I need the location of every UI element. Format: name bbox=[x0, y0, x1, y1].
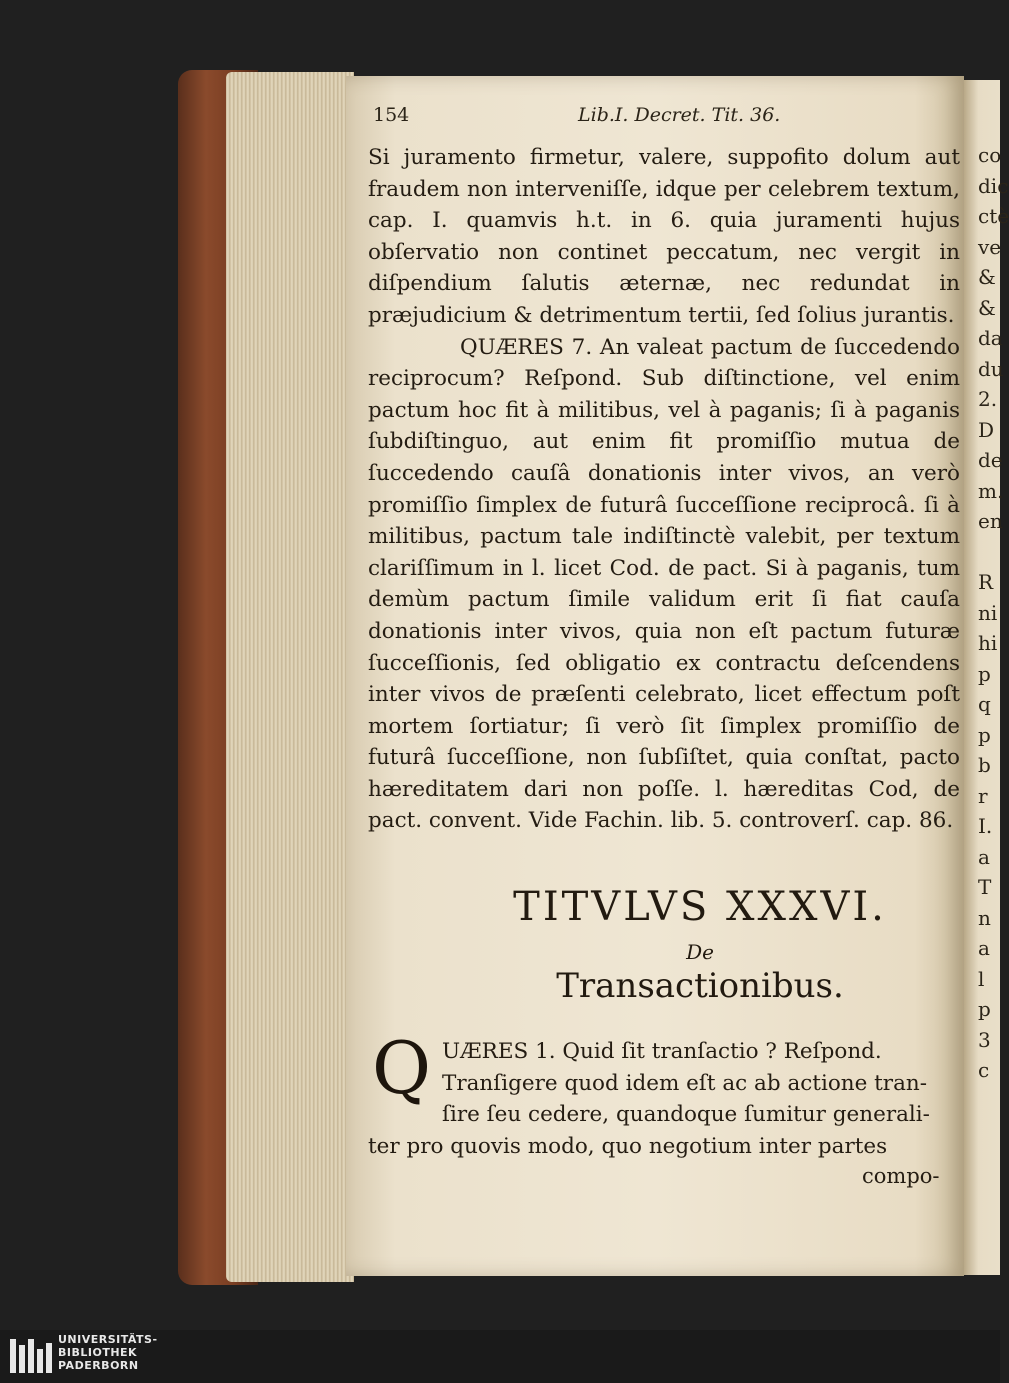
facing-page-line: da bbox=[978, 326, 1003, 350]
text-line: ter pro quovis modo, quo negotium inter partes bbox=[368, 1133, 888, 1159]
facing-page-line: p bbox=[978, 997, 991, 1021]
facing-page-line: b bbox=[978, 753, 991, 777]
facing-page-line: p bbox=[978, 661, 991, 686]
facing-page-line: m. bbox=[978, 478, 1004, 503]
library-logo-icon bbox=[8, 1335, 54, 1377]
section-title: TITVLVS XXXVI. bbox=[513, 884, 887, 930]
facing-page-line: & bbox=[978, 265, 996, 289]
library-name-line: PADERBORN bbox=[58, 1359, 139, 1372]
facing-page-line: 2. bbox=[978, 387, 998, 411]
page-number: 154 bbox=[373, 104, 410, 126]
text-line: UÆRES 1. Quid ſit tranſactio ? Reſpond. bbox=[442, 1039, 882, 1064]
drop-cap: Q bbox=[372, 1026, 432, 1110]
facing-page-line: r bbox=[978, 783, 988, 808]
facing-page-line: ctè bbox=[978, 204, 1009, 228]
paragraph-quaeres-7: QUÆRES 7. An valeat pactum de ſuccedendo reciprocum? Reſpond. Sub diſtinctione, vel enim pactum hoc fit à militibus, vel à paganis; ſi à paganis ſubdiſtinguo, aut enim fit promiſſio mutua de ſuccedendo cauſâ donationis inter vivos, an verò promiſſio ſimplex de futurâ ſucceſſione reciprocâ. ſi à militibus, pactum tale indiſtinctè valebit, per textum clariſſimum in l. licet Cod. de pact. Si à paganis, tum demùm pactum ſimile validum erit ſi fiat cauſa donationis inter vivos, quia non eſt pactum futuræ ſucceſſionis, ſed obligatio ex contractu deſcendens inter vivos de præſenti celebrato, licet effectum poſt mortem ſortiatur; ſi verò ſit ſimplex promiſſio de futurâ ſucceſſione, non ſubſiſtet, quia conſtat, pacto hæreditatem dari non poſſe. l. hæreditas Cod, de pact. convent. Vide Fachin. lib. 5. controverſ. cap. 86. bbox=[368, 334, 960, 834]
page-header bbox=[373, 104, 933, 138]
facing-page-line: dic bbox=[978, 173, 1009, 198]
facing-page-line: ni bbox=[978, 600, 998, 625]
facing-page-line: de bbox=[978, 448, 1003, 472]
facing-page-line: I. bbox=[978, 814, 993, 838]
facing-page-line: en bbox=[978, 509, 1003, 533]
facing-page-line: a bbox=[978, 844, 990, 869]
section-subtitle: Transactionibus. bbox=[556, 966, 844, 1006]
library-name-line: BIBLIOTHEK bbox=[58, 1346, 138, 1359]
library-name-line: UNIVERSITÄTS- bbox=[58, 1333, 158, 1346]
catchword: compo- bbox=[862, 1164, 940, 1188]
facing-page-line: co bbox=[978, 143, 1002, 167]
section-de: De bbox=[686, 940, 714, 964]
facing-page-fragment bbox=[964, 80, 1009, 1275]
facing-page-line: 3 bbox=[978, 1027, 991, 1052]
text-line: ſire ſeu cedere, quandoque ſumitur generali- bbox=[442, 1102, 930, 1128]
facing-page-line: & bbox=[978, 295, 996, 320]
text-line: Tranſigere quod idem eſt ac ab actione tran- bbox=[442, 1070, 928, 1096]
facing-page-line bbox=[964, 537, 1000, 568]
facing-page-line: D bbox=[978, 417, 995, 442]
facing-page-line: c bbox=[978, 1058, 990, 1082]
body-text bbox=[368, 142, 960, 837]
facing-page-line: a bbox=[978, 936, 990, 960]
facing-page-line: q bbox=[978, 692, 991, 716]
paragraph-quaeres-1 bbox=[368, 1036, 954, 1162]
page-edges bbox=[226, 72, 354, 1282]
facing-page-line: ve bbox=[978, 234, 1002, 259]
running-title: Lib.I. Decret. Tit. 36. bbox=[578, 104, 781, 126]
facing-page-line: hi bbox=[978, 631, 998, 655]
library-name bbox=[58, 1333, 158, 1372]
facing-page-line: T bbox=[978, 875, 992, 899]
facing-page-line: R bbox=[978, 570, 994, 594]
paragraph-1: Si juramento firmetur, valere, suppofito dolum aut fraudem non interveniſſe, idque per celebrem textum, cap. I. quamvis h.t. in 6. quia juramenti hujus obſervatio non continet peccatum, nec vergit in diſpendium ſalutis æternæ, nec redundat in præjudicium & detrimentum tertii, ſed ſolius jurantis. bbox=[368, 145, 960, 328]
facing-page-line: p bbox=[978, 722, 991, 747]
facing-page-line: du bbox=[978, 356, 1004, 381]
facing-page-line: l bbox=[978, 966, 985, 991]
facing-page-line: n bbox=[978, 905, 991, 930]
